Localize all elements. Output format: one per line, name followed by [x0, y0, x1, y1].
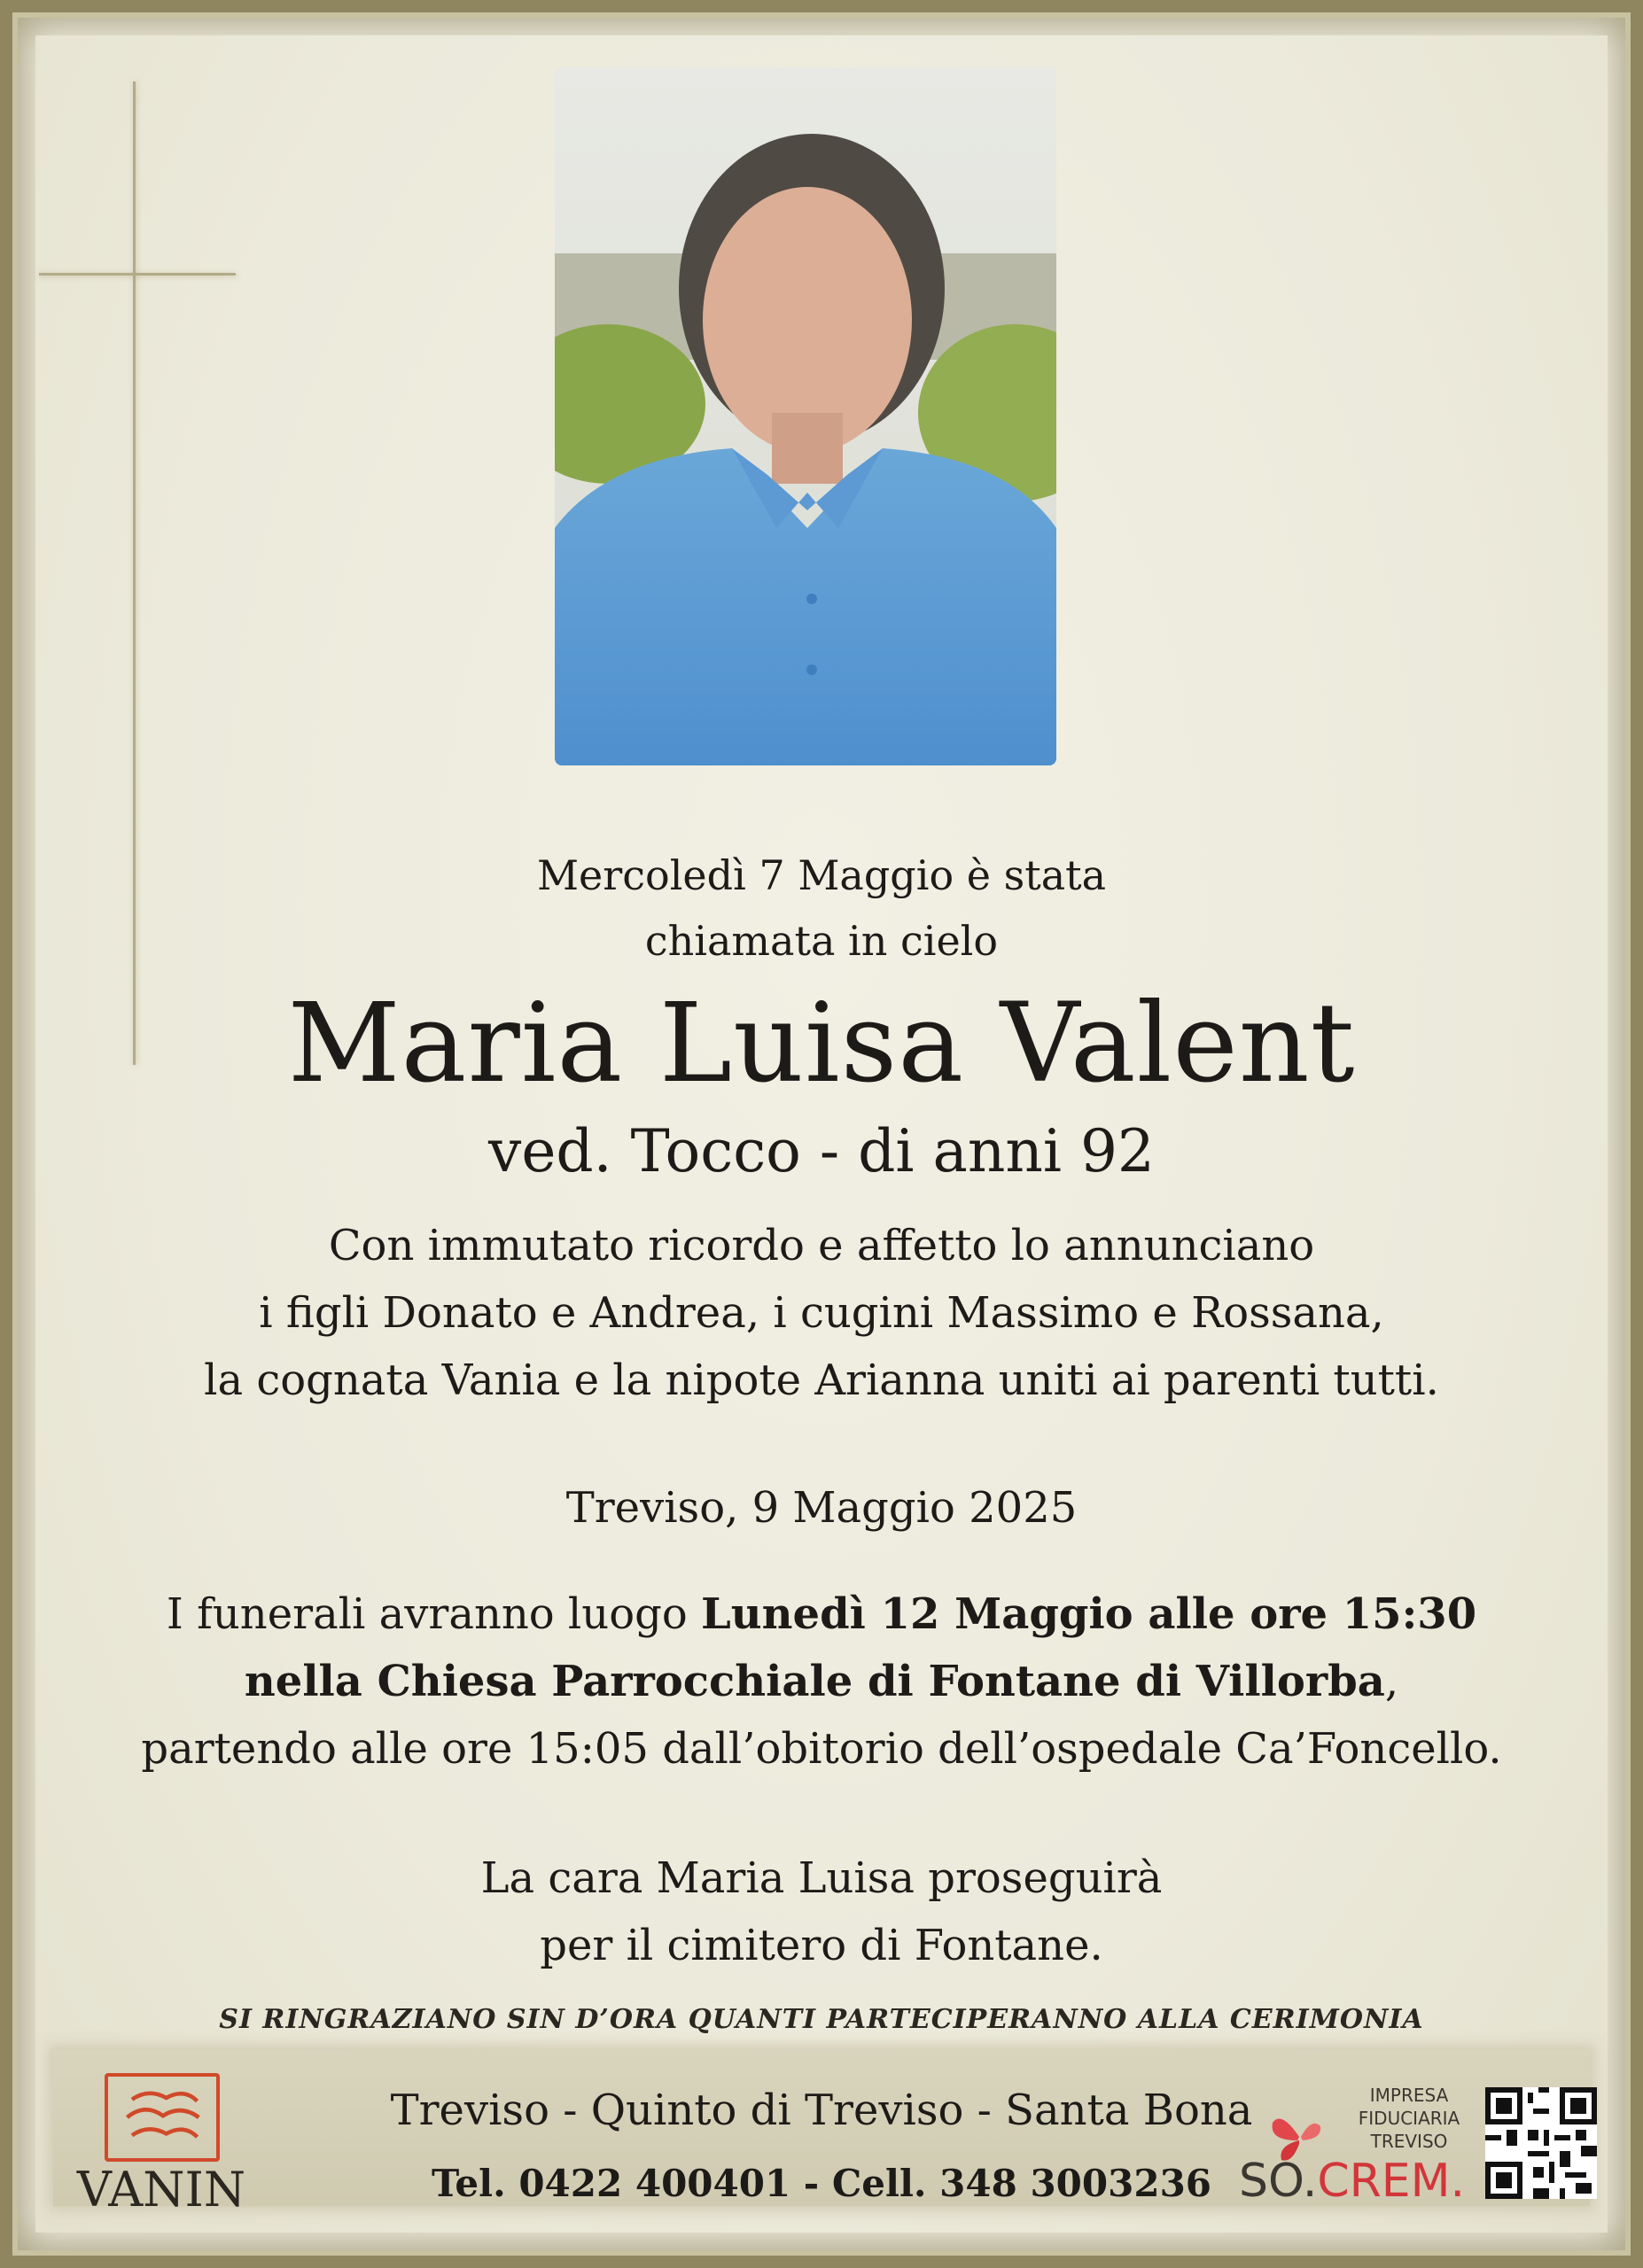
partner-tagline — [1347, 2084, 1471, 2153]
partner-line-3: TREVISO — [1370, 2131, 1448, 2152]
deceased-subtitle: ved. Tocco - di anni 92 — [488, 1117, 1155, 1185]
partner-line-2: FIDUCIARIA — [1358, 2108, 1460, 2129]
qr-code-icon[interactable] — [1485, 2087, 1597, 2199]
portrait-photo — [555, 67, 1056, 765]
thanks-line: SI RINGRAZIANO SIN D’ORA QUANTI PARTECIPERANNO ALLA CERIMONIA — [219, 2004, 1424, 2035]
partner-so: SO. — [1239, 2155, 1318, 2208]
funeral-line-1-prefix: I funerali avranno luogo — [166, 1589, 701, 1639]
partner-logo — [1239, 2155, 1465, 2208]
place-date: Treviso, 9 Maggio 2025 — [565, 1483, 1078, 1533]
footer-locations: Treviso - Quinto di Treviso - Santa Bona — [390, 2085, 1253, 2135]
burial-line-1: La cara Maria Luisa proseguirà — [480, 1853, 1163, 1903]
deceased-name: Maria Luisa Valent — [287, 980, 1356, 1107]
family-line-1: Con immutato ricordo e affetto lo annunciano — [328, 1221, 1315, 1270]
partner-crem: CREM. — [1317, 2155, 1466, 2208]
cross-icon-bar — [39, 273, 236, 276]
footer-phones: Tel. 0422 400401 - Cell. 348 3003236 — [431, 2162, 1212, 2205]
family-line-3: la cognata Vania e la nipote Arianna uniti ai parenti tutti. — [204, 1355, 1439, 1405]
funeral-church: nella Chiesa Parrocchiale di Fontane di Villorba — [244, 1657, 1385, 1706]
funeral-line-3: partendo alle ore 15:05 dall’obitorio dell’ospedale Ca’Foncello. — [141, 1724, 1502, 1774]
funeral-line-2 — [0, 1648, 1643, 1715]
vanin-brand: VANIN — [76, 2162, 246, 2218]
funeral-line-2-suffix: , — [1384, 1657, 1399, 1706]
family-line-2: i figli Donato e Andrea, i cugini Massimo e Rossana, — [259, 1288, 1384, 1338]
intro-line-2: chiamata in cielo — [644, 917, 999, 965]
intro-line-1: Mercoledì 7 Maggio è stata — [536, 851, 1107, 899]
funeral-line-1 — [0, 1581, 1643, 1648]
partner-line-1: IMPRESA — [1369, 2085, 1449, 2106]
funeral-date-time: Lunedì 12 Maggio alle ore 15:30 — [700, 1589, 1477, 1639]
burial-line-2: per il cimitero di Fontane. — [540, 1921, 1103, 1970]
